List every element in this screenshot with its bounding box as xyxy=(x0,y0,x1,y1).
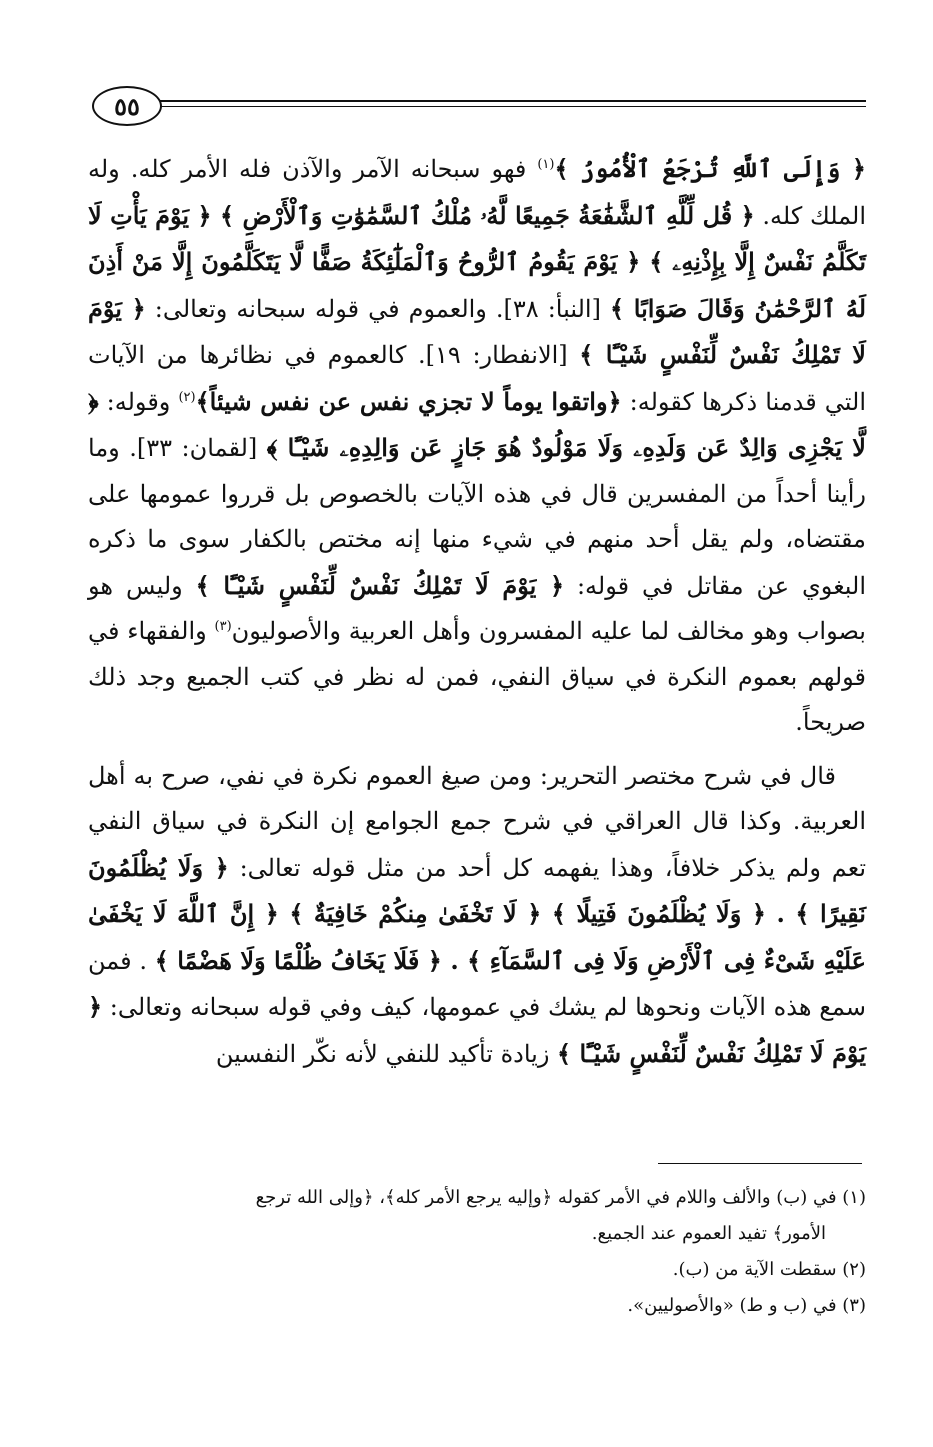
footnote-ref-3: (٣) xyxy=(214,619,232,634)
paragraph-text: وليس هو بصواب وهو مخالف لما عليه المفسرون وأهل العربية والأصوليون xyxy=(88,571,866,645)
paragraph-text: فهو سبحانه الآمر والآذن فله الأمر كله. وله الملك كله. xyxy=(88,155,867,230)
paragraph-text: [النبأ: ٣٨]. والعموم في قوله سبحانه وتعالى: xyxy=(145,294,610,323)
paragraph-2 xyxy=(88,754,866,1078)
paragraph-text: والفقهاء في قولهم بعموم النكرة في سياق النفي، فمن له نظر في كتب الجميع وجد ذلك صريحاً. xyxy=(88,617,866,736)
main-text xyxy=(88,146,866,1077)
footnote-separator xyxy=(658,1163,862,1164)
footnote-ref-1: (١) xyxy=(537,157,555,172)
page-header xyxy=(86,84,866,128)
paragraph-text: زيادة تأكيد للنفي لأنه نكّر النفسين xyxy=(215,1039,558,1068)
footnote-1-continuation: الأمور﴾ تفيد العموم عند الجميع. xyxy=(591,1223,826,1244)
quoted-verse: ﴿واتقوا يوماً لا تجزي نفس عن نفس شيئاً﴾ xyxy=(195,386,622,416)
paragraph-text: قال في شرح مختصر التحرير: ومن صيغ العموم نكرة في نفي، صرح به أهل العربية. وكذا قال العراقي في شرح جمع الجوامع إن النكرة في سياق النفي تعم ولم يذكر خلافاً، وهذا يفهمه كل أحد من مثل قوله تعالى: xyxy=(88,761,866,882)
paragraph-text: [الانفطار: ١٩]. كالعموم في نظائرها من الآيات التي قدمنا ذكرها كقوله: xyxy=(88,341,867,416)
footnote-1: (١) في (ب) والألف واللام في الأمر كقوله ﴿وإليه يرجع الأمر كله﴾، ﴿وإلى الله ترجع xyxy=(255,1187,866,1208)
paragraph-1 xyxy=(88,146,866,746)
quran-verse: ﴿ يَوْمَ لَا تَمْلِكُ نَفْسٌ لِّنَفْسٍ شَيْـًٔا ﴾ xyxy=(195,570,565,600)
paragraph-text: [لقمان: ٣٣]. وما رأينا أحداً من المفسرين قال في هذه الآيات بالخصوص بل قرروا عمومها على مقتضاه، ولم يقل أحد منهم في شيء منها إنه مختص بالكفار سوى ما ذكره البغوي عن مقاتل في قوله: xyxy=(88,434,866,600)
header-rule-thin xyxy=(156,106,866,107)
header-rule xyxy=(156,100,866,102)
paragraph-text: . فمن سمع هذه الآيات ونحوها لم يشك في عمومها، كيف وفي قوله سبحانه وتعالى: xyxy=(88,946,866,1021)
footnote-2: (٢) سقطت الآية من (ب). xyxy=(672,1259,866,1280)
page-number: ٥٥ xyxy=(92,86,162,126)
quran-verse: ﴿ لَّا يَجْزِى وَالِدٌ عَن وَلَدِهِۦ وَلَا مَوْلُودٌ هُوَ جَازٍ عَن وَالِدِهِۦ شَيْـًٔا ﴾ xyxy=(88,386,866,462)
footnote-3: (٣) في (ب و ط) «والأصوليين». xyxy=(627,1295,866,1316)
paragraph-text: وقوله: xyxy=(98,387,179,416)
footnotes xyxy=(88,1180,866,1324)
quran-verse: ﴿ يَوْمَ لَا تَمْلِكُ نَفْسٌ لِّنَفْسٍ شَيْـًٔا ﴾ xyxy=(88,293,866,369)
quran-verse: ﴿ وَلَا يُظْلَمُونَ نَقِيرًا ﴾ . ﴿ وَلَا يُظْلَمُونَ فَتِيلًا ﴾ ﴿ لَا تَخْفَىٰ مِنكُمْ خَافِيَةٌ ﴾ ﴿ إِنَّ ٱللَّهَ لَا يَخْفَىٰ عَلَيْهِ شَىْءٌ فِى ٱلْأَرْضِ وَلَا فِى ٱلسَّمَآءِ ﴾ . ﴿ فَلَا يَخَافُ ظُلْمًا وَلَا هَضْمًا ﴾ xyxy=(88,852,866,975)
quran-verse: ﴿ قُل لِّلَّهِ ٱلشَّفَٰعَةُ جَمِيعًا لَّهُۥ مُلْكُ ٱلسَّمَٰوَٰتِ وَٱلْأَرْضِ ﴾ ﴿ يَوْمَ يَأْتِ لَا تَكَلَّمُ نَفْسٌ إِلَّا بِإِذْنِهِۦ ﴾ ﴿ يَوْمَ يَقُومُ ٱلرُّوحُ وَٱلْمَلَٰٓئِكَةُ صَفًّا لَّا يَتَكَلَّمُونَ إِلَّا مَنْ أَذِنَ لَهُ ٱلرَّحْمَٰنُ وَقَالَ صَوَابًا ﴾ xyxy=(88,200,867,323)
footnote-ref-2: (٢) xyxy=(178,389,196,405)
quran-verse: ﴿ وَإِلَى ٱللَّهِ تُرْجَعُ ٱلْأُمُورُ ﴾ xyxy=(554,154,866,183)
quran-verse: ﴿ يَوْمَ لَا تَمْلِكُ نَفْسٌ لِّنَفْسٍ شَيْـًٔا ﴾ xyxy=(88,992,866,1068)
